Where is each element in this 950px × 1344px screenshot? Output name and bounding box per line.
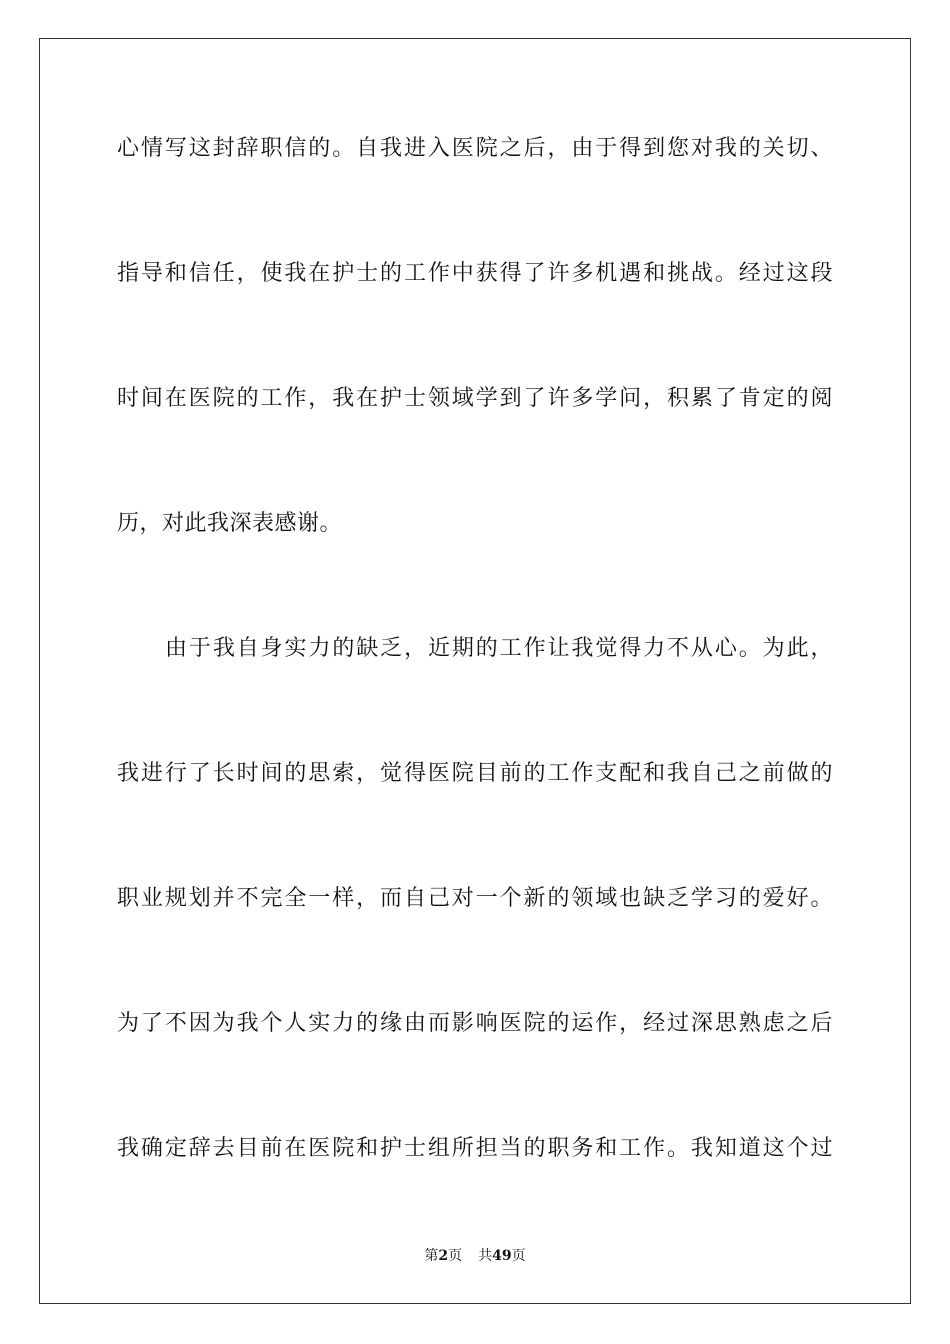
page-number: 2 — [438, 1248, 449, 1264]
text-line-7: 职业规划并不完全一样，而自己对一个新的领域也缺乏学习的爱好。 — [117, 886, 833, 911]
page-label-prefix: 第 — [424, 1248, 439, 1264]
page-label-suffix: 页 — [448, 1248, 463, 1264]
text-line-9: 我确定辞去目前在医院和护士组所担当的职务和工作。我知道这个过 — [117, 1136, 833, 1161]
text-line-8: 为了不因为我个人实力的缘由而影响医院的运作，经过深思熟虑之后 — [117, 1011, 833, 1036]
text-line-6: 我进行了长时间的思索，觉得医院目前的工作支配和我自己之前做的 — [117, 761, 833, 786]
page-footer — [0, 1246, 950, 1266]
page-border — [39, 38, 911, 1304]
total-label-suffix: 页 — [511, 1248, 526, 1264]
text-line-4: 历，对此我深表感谢。 — [117, 511, 343, 536]
total-pages: 49 — [492, 1248, 512, 1264]
text-line-5-paragraph-start: 由于我自身实力的缺乏，近期的工作让我觉得力不从心。为此， — [165, 636, 833, 661]
text-line-2: 指导和信任，使我在护士的工作中获得了许多机遇和挑战。经过这段 — [117, 261, 833, 286]
text-line-1: 心情写这封辞职信的。自我进入医院之后，由于得到您对我的关切、 — [117, 136, 833, 161]
total-label-prefix: 共 — [478, 1248, 493, 1264]
text-line-3: 时间在医院的工作，我在护士领域学到了许多学问，积累了肯定的阅 — [117, 386, 833, 411]
